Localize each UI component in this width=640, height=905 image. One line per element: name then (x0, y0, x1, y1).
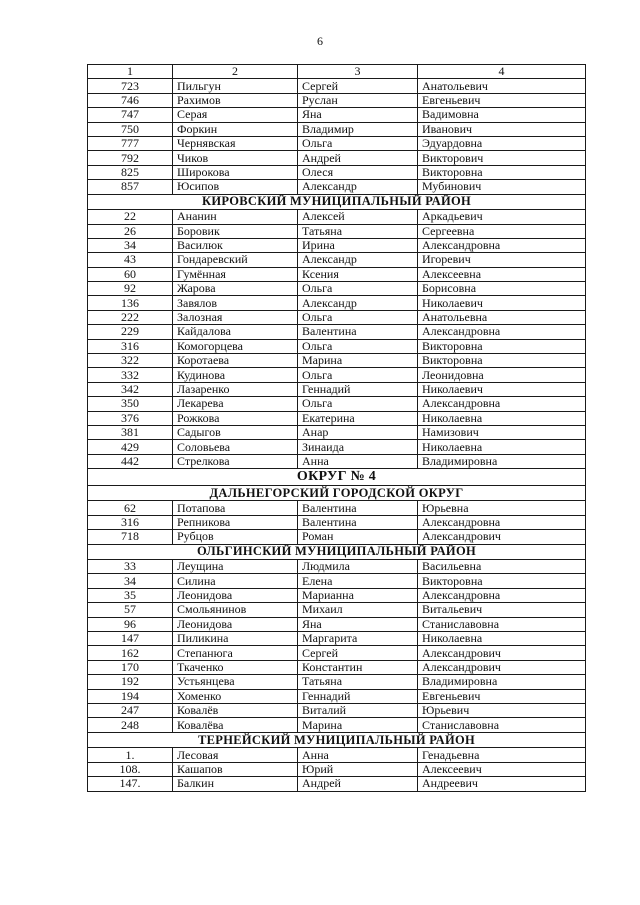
column-number-1: 1 (88, 65, 173, 79)
table-row (88, 689, 586, 703)
table-row (88, 136, 586, 150)
cell-patronymic: Анатольевич (418, 79, 586, 93)
section-title: КИРОВСКИЙ МУНИЦИПАЛЬНЫЙ РАЙОН (88, 194, 586, 210)
cell-number: 229 (88, 325, 173, 339)
cell-first-name: Сергей (298, 646, 418, 660)
table-row (88, 151, 586, 165)
cell-first-name: Людмила (298, 560, 418, 574)
cell-first-name: Валентина (298, 325, 418, 339)
cell-surname: Василюк (173, 238, 298, 252)
cell-first-name: Анар (298, 425, 418, 439)
table-row (88, 675, 586, 689)
cell-surname: Юсипов (173, 180, 298, 194)
cell-patronymic: Намизович (418, 425, 586, 439)
cell-surname: Лазаренко (173, 382, 298, 396)
cell-surname: Силина (173, 574, 298, 588)
cell-number: 316 (88, 515, 173, 529)
cell-patronymic: Леонидовна (418, 368, 586, 382)
cell-number: 248 (88, 718, 173, 732)
cell-patronymic: Александровна (418, 397, 586, 411)
table-row (88, 253, 586, 267)
cell-number: 316 (88, 339, 173, 353)
table-row (88, 282, 586, 296)
cell-surname: Кайдалова (173, 325, 298, 339)
cell-first-name: Владимир (298, 122, 418, 136)
cell-patronymic: Юрьевич (418, 704, 586, 718)
cell-first-name: Александр (298, 180, 418, 194)
cell-number: 62 (88, 501, 173, 515)
cell-first-name: Руслан (298, 93, 418, 107)
cell-surname: Коротаева (173, 354, 298, 368)
table-row (88, 382, 586, 396)
cell-surname: Леонидова (173, 617, 298, 631)
table-row (88, 632, 586, 646)
cell-patronymic: Мубинович (418, 180, 586, 194)
cell-surname: Форкин (173, 122, 298, 136)
cell-number: 723 (88, 79, 173, 93)
cell-number: 34 (88, 238, 173, 252)
table-row (88, 411, 586, 425)
cell-surname: Ткаченко (173, 660, 298, 674)
table-row (88, 238, 586, 252)
cell-patronymic: Алексеевна (418, 267, 586, 281)
cell-surname: Хоменко (173, 689, 298, 703)
cell-first-name: Татьяна (298, 224, 418, 238)
cell-surname: Боровик (173, 224, 298, 238)
section-header-row (88, 469, 586, 486)
cell-first-name: Ольга (298, 397, 418, 411)
table-row (88, 574, 586, 588)
cell-patronymic: Николаевна (418, 632, 586, 646)
cell-surname: Чернявская (173, 136, 298, 150)
column-number-3: 3 (298, 65, 418, 79)
cell-patronymic: Аркадьевич (418, 210, 586, 224)
table-row (88, 646, 586, 660)
cell-patronymic: Викторовна (418, 354, 586, 368)
cell-surname: Ананин (173, 210, 298, 224)
cell-number: 22 (88, 210, 173, 224)
cell-patronymic: Викторовна (418, 339, 586, 353)
table-row (88, 560, 586, 574)
cell-first-name: Ольга (298, 339, 418, 353)
cell-number: 162 (88, 646, 173, 660)
cell-patronymic: Николаевна (418, 440, 586, 454)
column-number-2: 2 (173, 65, 298, 79)
table-row (88, 79, 586, 93)
table-row (88, 617, 586, 631)
cell-first-name: Олеся (298, 165, 418, 179)
cell-number: 60 (88, 267, 173, 281)
table-row (88, 515, 586, 529)
cell-first-name: Александр (298, 253, 418, 267)
cell-surname: Потапова (173, 501, 298, 515)
cell-surname: Пильгун (173, 79, 298, 93)
table-row (88, 718, 586, 732)
cell-first-name: Маргарита (298, 632, 418, 646)
cell-surname: Соловьева (173, 440, 298, 454)
cell-patronymic: Генадьевна (418, 748, 586, 762)
cell-patronymic: Станиславовна (418, 617, 586, 631)
cell-patronymic: Николаевич (418, 382, 586, 396)
cell-patronymic: Анатольевна (418, 310, 586, 324)
cell-patronymic: Николаевна (418, 411, 586, 425)
cell-number: 746 (88, 93, 173, 107)
table-row (88, 530, 586, 544)
page-number: 6 (317, 34, 323, 48)
cell-first-name: Яна (298, 108, 418, 122)
section-title: ТЕРНЕЙСКИЙ МУНИЦИПАЛЬНЫЙ РАЙОН (88, 732, 586, 748)
cell-patronymic: Викторовна (418, 165, 586, 179)
table-row (88, 660, 586, 674)
cell-first-name: Геннадий (298, 382, 418, 396)
cell-first-name: Константин (298, 660, 418, 674)
cell-surname: Серая (173, 108, 298, 122)
table-row (88, 501, 586, 515)
table-row (88, 310, 586, 324)
table-row (88, 267, 586, 281)
table-row (88, 603, 586, 617)
cell-number: 429 (88, 440, 173, 454)
table-row (88, 440, 586, 454)
cell-number: 26 (88, 224, 173, 238)
cell-patronymic: Эдуардовна (418, 136, 586, 150)
table-row (88, 224, 586, 238)
cell-surname: Устьянцева (173, 675, 298, 689)
cell-patronymic: Александровна (418, 515, 586, 529)
cell-first-name: Роман (298, 530, 418, 544)
cell-number: 96 (88, 617, 173, 631)
cell-patronymic: Станиславовна (418, 718, 586, 732)
cell-patronymic: Алексеевич (418, 762, 586, 776)
cell-patronymic: Александровна (418, 588, 586, 602)
cell-first-name: Марианна (298, 588, 418, 602)
cell-patronymic: Вадимовна (418, 108, 586, 122)
cell-number: 194 (88, 689, 173, 703)
cell-patronymic: Борисовна (418, 282, 586, 296)
table-row (88, 762, 586, 776)
table-row (88, 454, 586, 468)
table-row (88, 296, 586, 310)
cell-first-name: Александр (298, 296, 418, 310)
cell-surname: Ковалёва (173, 718, 298, 732)
cell-first-name: Анна (298, 748, 418, 762)
cell-surname: Жарова (173, 282, 298, 296)
cell-surname: Рожкова (173, 411, 298, 425)
roster-table (87, 64, 586, 792)
section-header-row (88, 544, 586, 560)
cell-first-name: Марина (298, 718, 418, 732)
cell-patronymic: Александрович (418, 646, 586, 660)
section-title: ОКРУГ № 4 (88, 469, 586, 486)
cell-first-name: Виталий (298, 704, 418, 718)
table-row (88, 704, 586, 718)
cell-patronymic: Васильевна (418, 560, 586, 574)
cell-number: 1. (88, 748, 173, 762)
cell-number: 750 (88, 122, 173, 136)
cell-patronymic: Николаевич (418, 296, 586, 310)
cell-surname: Репникова (173, 515, 298, 529)
column-number-4: 4 (418, 65, 586, 79)
table-row (88, 165, 586, 179)
cell-surname: Кашапов (173, 762, 298, 776)
cell-surname: Лекарева (173, 397, 298, 411)
table-row (88, 122, 586, 136)
table-row (88, 777, 586, 791)
cell-patronymic: Александрович (418, 660, 586, 674)
cell-first-name: Валентина (298, 501, 418, 515)
cell-surname: Стрелкова (173, 454, 298, 468)
cell-patronymic: Александровна (418, 325, 586, 339)
table-row (88, 180, 586, 194)
cell-number: 136 (88, 296, 173, 310)
cell-first-name: Екатерина (298, 411, 418, 425)
cell-surname: Садыгов (173, 425, 298, 439)
cell-first-name: Геннадий (298, 689, 418, 703)
table-row (88, 397, 586, 411)
cell-surname: Леонидова (173, 588, 298, 602)
cell-patronymic: Викторовна (418, 574, 586, 588)
table-row (88, 108, 586, 122)
table-row (88, 339, 586, 353)
section-header-row (88, 194, 586, 210)
cell-first-name: Валентина (298, 515, 418, 529)
table-row (88, 748, 586, 762)
cell-number: 825 (88, 165, 173, 179)
cell-patronymic: Сергеевна (418, 224, 586, 238)
cell-surname: Степанюга (173, 646, 298, 660)
section-title: ДАЛЬНЕГОРСКИЙ ГОРОДСКОЙ ОКРУГ (88, 485, 586, 501)
cell-first-name: Ольга (298, 136, 418, 150)
table-row (88, 210, 586, 224)
cell-number: 322 (88, 354, 173, 368)
cell-number: 442 (88, 454, 173, 468)
cell-patronymic: Витальевич (418, 603, 586, 617)
table-row (88, 368, 586, 382)
cell-first-name: Зинаида (298, 440, 418, 454)
cell-surname: Пиликина (173, 632, 298, 646)
cell-surname: Залозная (173, 310, 298, 324)
cell-number: 192 (88, 675, 173, 689)
table-row (88, 588, 586, 602)
roster-body (88, 65, 586, 792)
cell-patronymic: Андреевич (418, 777, 586, 791)
cell-number: 381 (88, 425, 173, 439)
section-header-row (88, 732, 586, 748)
cell-number: 57 (88, 603, 173, 617)
cell-first-name: Сергей (298, 79, 418, 93)
cell-surname: Смольянинов (173, 603, 298, 617)
cell-surname: Широкова (173, 165, 298, 179)
cell-number: 43 (88, 253, 173, 267)
cell-number: 376 (88, 411, 173, 425)
cell-patronymic: Владимировна (418, 454, 586, 468)
cell-first-name: Марина (298, 354, 418, 368)
cell-number: 777 (88, 136, 173, 150)
cell-patronymic: Владимировна (418, 675, 586, 689)
cell-surname: Гондаревский (173, 253, 298, 267)
column-number-row (88, 65, 586, 79)
cell-patronymic: Игоревич (418, 253, 586, 267)
cell-first-name: Анна (298, 454, 418, 468)
cell-surname: Кудинова (173, 368, 298, 382)
cell-patronymic: Александровна (418, 238, 586, 252)
cell-number: 342 (88, 382, 173, 396)
cell-first-name: Елена (298, 574, 418, 588)
cell-first-name: Ольга (298, 368, 418, 382)
cell-first-name: Яна (298, 617, 418, 631)
cell-patronymic: Иванович (418, 122, 586, 136)
cell-first-name: Ирина (298, 238, 418, 252)
table-row (88, 425, 586, 439)
cell-patronymic: Александрович (418, 530, 586, 544)
cell-number: 170 (88, 660, 173, 674)
cell-number: 350 (88, 397, 173, 411)
cell-number: 147. (88, 777, 173, 791)
cell-surname: Чиков (173, 151, 298, 165)
cell-number: 34 (88, 574, 173, 588)
cell-number: 747 (88, 108, 173, 122)
cell-number: 147 (88, 632, 173, 646)
cell-first-name: Татьяна (298, 675, 418, 689)
cell-surname: Гумённая (173, 267, 298, 281)
cell-number: 792 (88, 151, 173, 165)
cell-first-name: Ольга (298, 310, 418, 324)
cell-patronymic: Викторович (418, 151, 586, 165)
cell-surname: Завялов (173, 296, 298, 310)
cell-surname: Лесовая (173, 748, 298, 762)
cell-first-name: Ксения (298, 267, 418, 281)
cell-number: 33 (88, 560, 173, 574)
cell-number: 35 (88, 588, 173, 602)
cell-first-name: Андрей (298, 777, 418, 791)
cell-surname: Ковалёв (173, 704, 298, 718)
cell-surname: Комогорцева (173, 339, 298, 353)
cell-patronymic: Евгеньевич (418, 689, 586, 703)
cell-number: 718 (88, 530, 173, 544)
cell-number: 108. (88, 762, 173, 776)
table-row (88, 93, 586, 107)
cell-surname: Леущина (173, 560, 298, 574)
cell-number: 857 (88, 180, 173, 194)
cell-surname: Рахимов (173, 93, 298, 107)
cell-first-name: Алексей (298, 210, 418, 224)
cell-patronymic: Евгеньевич (418, 93, 586, 107)
cell-surname: Балкин (173, 777, 298, 791)
cell-first-name: Ольга (298, 282, 418, 296)
cell-first-name: Юрий (298, 762, 418, 776)
cell-surname: Рубцов (173, 530, 298, 544)
table-row (88, 354, 586, 368)
cell-number: 222 (88, 310, 173, 324)
cell-patronymic: Юрьевна (418, 501, 586, 515)
cell-number: 332 (88, 368, 173, 382)
cell-first-name: Михаил (298, 603, 418, 617)
table-row (88, 325, 586, 339)
cell-number: 247 (88, 704, 173, 718)
cell-first-name: Андрей (298, 151, 418, 165)
section-header-row (88, 485, 586, 501)
section-title: ОЛЬГИНСКИЙ МУНИЦИПАЛЬНЫЙ РАЙОН (88, 544, 586, 560)
cell-number: 92 (88, 282, 173, 296)
